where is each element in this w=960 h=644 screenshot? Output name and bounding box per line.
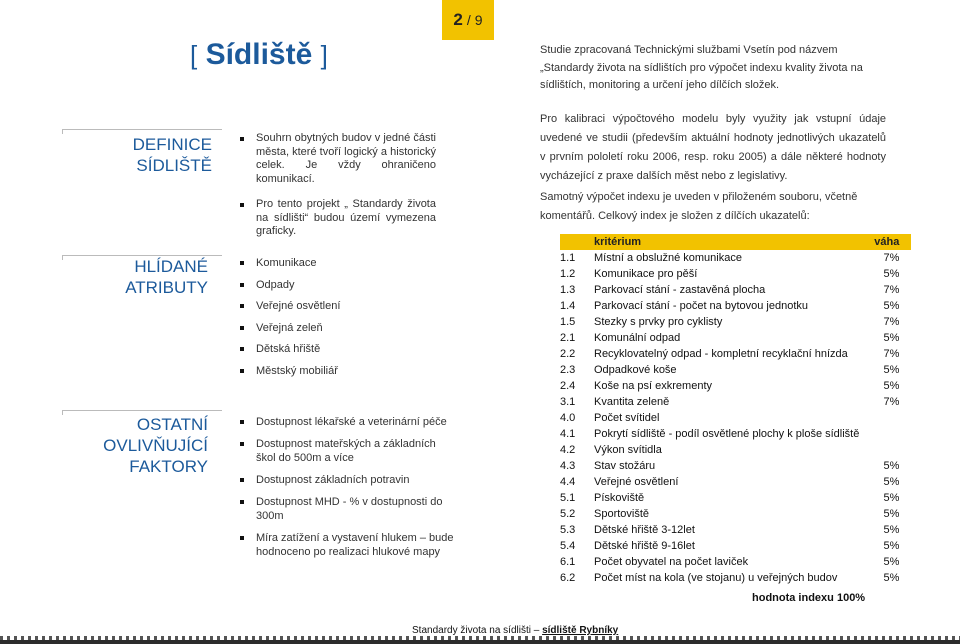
other-factor-item: Dostupnost mateřských a základních škol do 500m a více xyxy=(240,437,458,465)
criteria-row xyxy=(560,410,911,426)
criteria-name: Stav stožáru xyxy=(594,460,656,472)
title-bracket-open: [ xyxy=(190,40,198,70)
calibration-paragraph: Pro kalibraci výpočtového modelu byly využity jak vstupní údaje uvedené ve studii (především aktuální hodnoty jednotlivých ukazatelů v prvním pololetí roku 2006, resp. roku 2005) a dále některé hodnoty vycházející z praxe dalších měst nebo z legislativy. xyxy=(540,113,886,182)
criteria-name: Komunikace pro pěší xyxy=(594,268,698,280)
criteria-name: Stezky s prvky pro cyklisty xyxy=(594,316,723,328)
criteria-weight xyxy=(859,426,911,442)
criteria-weight xyxy=(859,442,911,458)
index-total-label: hodnota indexu xyxy=(752,592,834,604)
criteria-row xyxy=(560,282,911,298)
other-divider xyxy=(62,410,222,411)
other-heading xyxy=(62,414,208,477)
criteria-weight: 5% xyxy=(883,492,900,504)
criteria-name: Dětské hřiště 3-12let xyxy=(594,524,695,536)
criteria-name: Pokrytí sídliště - podíl osvětlené plochy k ploše sídliště xyxy=(594,428,860,440)
other-heading-line: OSTATNÍ xyxy=(136,415,208,434)
criteria-row xyxy=(560,458,911,474)
attributes-heading xyxy=(62,256,208,298)
criteria-name: Recyklovatelný odpad - kompletní recyklační hnízda xyxy=(594,348,848,360)
criteria-weight: 5% xyxy=(883,476,900,488)
criteria-code: 4.4 xyxy=(560,476,576,488)
attribute-item: Dětská hřiště xyxy=(240,342,500,364)
criteria-weight: 7% xyxy=(883,284,900,296)
attributes-heading-line: HLÍDANÉ xyxy=(134,257,208,276)
criteria-code: 1.3 xyxy=(560,284,576,296)
other-factor-item: Míra zatížení a vystavení hlukem – bude hodnoceno po realizaci hlukové mapy xyxy=(240,531,458,559)
criteria-name: Výkon svítidla xyxy=(594,444,662,456)
criteria-name: Odpadkové koše xyxy=(594,364,677,376)
criteria-row xyxy=(560,266,911,282)
criteria-weight xyxy=(859,410,911,426)
criteria-weight: 5% xyxy=(883,540,900,552)
criteria-name: Veřejné osvětlení xyxy=(594,476,679,488)
title-text: Sídliště xyxy=(205,38,313,71)
criteria-row xyxy=(560,506,911,522)
criteria-code: 1.4 xyxy=(560,300,576,312)
criteria-weight: 5% xyxy=(883,332,900,344)
criteria-code: 6.1 xyxy=(560,556,576,568)
other-factor-item: Dostupnost základních potravin xyxy=(240,473,458,487)
criteria-name: Koše na psí exkrementy xyxy=(594,380,713,392)
criteria-code: 4.2 xyxy=(560,444,576,456)
criteria-weight: 5% xyxy=(883,380,900,392)
page-current: 2 xyxy=(453,10,463,29)
criteria-code: 2.2 xyxy=(560,348,576,360)
criteria-code: 5.4 xyxy=(560,540,576,552)
footer-bar xyxy=(0,640,960,644)
other-factor-item: Dostupnost MHD - % v dostupnosti do 300m xyxy=(240,495,458,523)
criteria-table xyxy=(560,234,911,586)
criteria-row xyxy=(560,394,911,410)
header-vaha: váha xyxy=(859,234,911,250)
attribute-item: Komunikace xyxy=(240,256,500,278)
criteria-weight: 5% xyxy=(883,556,900,568)
criteria-row xyxy=(560,314,911,330)
criteria-row xyxy=(560,474,911,490)
criteria-code: 4.3 xyxy=(560,460,576,472)
definition-item: Pro tento projekt „ Standardy života na sídlišti“ budou území vymezena graficky. xyxy=(240,198,436,239)
criteria-weight: 5% xyxy=(883,572,900,584)
criteria-row xyxy=(560,362,911,378)
criteria-name: Parkovací stání - zastavěná plocha xyxy=(594,284,766,296)
criteria-code: 4.0 xyxy=(560,412,576,424)
criteria-name: Pískoviště xyxy=(594,492,645,504)
index-total-value: 100% xyxy=(836,592,866,604)
criteria-name: Kvantita zeleně xyxy=(594,396,670,408)
criteria-code: 3.1 xyxy=(560,396,576,408)
page-title xyxy=(190,38,328,72)
header-kriterium: kritérium xyxy=(594,236,642,248)
page-total: 9 xyxy=(474,12,483,28)
footer-highlight: sídliště Rybníky xyxy=(542,625,619,636)
attribute-item: Městský mobiliář xyxy=(240,364,500,386)
criteria-code: 4.1 xyxy=(560,428,576,440)
criteria-row xyxy=(560,490,911,506)
page-number-badge xyxy=(442,0,494,40)
criteria-body xyxy=(560,250,911,586)
criteria-weight: 5% xyxy=(883,364,900,376)
criteria-code: 5.2 xyxy=(560,508,576,520)
criteria-weight: 5% xyxy=(883,508,900,520)
footer xyxy=(412,625,618,636)
criteria-name: Počet obyvatel na počet laviček xyxy=(594,556,749,568)
definition-heading: DEFINICE SÍDLIŠTĚ xyxy=(132,135,212,175)
page-separator: / xyxy=(466,12,471,28)
criteria-name: Dětské hřiště 9-16let xyxy=(594,540,695,552)
criteria-row xyxy=(560,426,911,442)
criteria-code: 1.2 xyxy=(560,268,576,280)
criteria-row xyxy=(560,378,911,394)
criteria-weight: 5% xyxy=(883,300,900,312)
criteria-weight: 7% xyxy=(883,252,900,264)
criteria-code: 1.1 xyxy=(560,252,576,264)
other-factors-list xyxy=(240,415,458,559)
attributes-heading-line: ATRIBUTY xyxy=(125,278,208,297)
criteria-name: Místní a obslužné komunikace xyxy=(594,252,742,264)
criteria-name: Počet míst na kola (ve stojanu) u veřejných budov xyxy=(594,572,838,584)
criteria-row xyxy=(560,330,911,346)
criteria-code: 2.3 xyxy=(560,364,576,376)
title-bracket-close: ] xyxy=(320,40,328,70)
attribute-item: Odpady xyxy=(240,278,500,300)
criteria-name: Sportoviště xyxy=(594,508,650,520)
criteria-row xyxy=(560,442,911,458)
criteria-name: Parkovací stání - počet na bytovou jednotku xyxy=(594,300,809,312)
criteria-header-row xyxy=(560,234,911,250)
criteria-name: Komunální odpad xyxy=(594,332,681,344)
criteria-name: Počet svítidel xyxy=(594,412,660,424)
definition-divider xyxy=(62,129,222,130)
criteria-weight: 5% xyxy=(883,268,900,280)
criteria-row xyxy=(560,250,911,266)
intro-paragraph: Studie zpracovaná Technickými službami Vsetín pod názvem „Standardy života na sídlištích pro výpočet indexu kvality života na sídlištích, monitoring a určení jeho dílčích složek. xyxy=(540,44,863,91)
criteria-weight: 5% xyxy=(883,524,900,536)
criteria-weight: 5% xyxy=(883,460,900,472)
criteria-code: 2.1 xyxy=(560,332,576,344)
other-factor-item: Dostupnost lékařské a veterinární péče xyxy=(240,415,458,429)
criteria-row xyxy=(560,554,911,570)
criteria-row xyxy=(560,538,911,554)
attribute-item: Veřejné osvětlení xyxy=(240,299,500,321)
criteria-code: 2.4 xyxy=(560,380,576,392)
criteria-row xyxy=(560,298,911,314)
definition-item: Souhrn obytných budov v jedné části města, které tvoří logický a historický celek. Je vždy ohraničeno komunikací. xyxy=(240,132,436,186)
definition-list xyxy=(240,132,436,239)
other-heading-line: OVLIVŇUJÍCÍ xyxy=(103,436,208,455)
index-total xyxy=(752,592,865,604)
criteria-code: 1.5 xyxy=(560,316,576,328)
criteria-code: 5.3 xyxy=(560,524,576,536)
criteria-row xyxy=(560,346,911,362)
other-heading-line: FAKTORY xyxy=(129,457,208,476)
criteria-row xyxy=(560,570,911,586)
attributes-list xyxy=(240,256,500,386)
calculation-note: Samotný výpočet indexu je uveden v přiloženém souboru, včetně komentářů. Celkový index je složen z dílčích ukazatelů: xyxy=(540,191,858,222)
criteria-weight: 7% xyxy=(883,348,900,360)
criteria-code: 6.2 xyxy=(560,572,576,584)
criteria-code: 5.1 xyxy=(560,492,576,504)
criteria-weight: 7% xyxy=(883,316,900,328)
footer-prefix: Standardy života na sídlišti – xyxy=(412,625,540,636)
criteria-weight: 7% xyxy=(883,396,900,408)
attribute-item: Veřejná zeleň xyxy=(240,321,500,343)
criteria-row xyxy=(560,522,911,538)
